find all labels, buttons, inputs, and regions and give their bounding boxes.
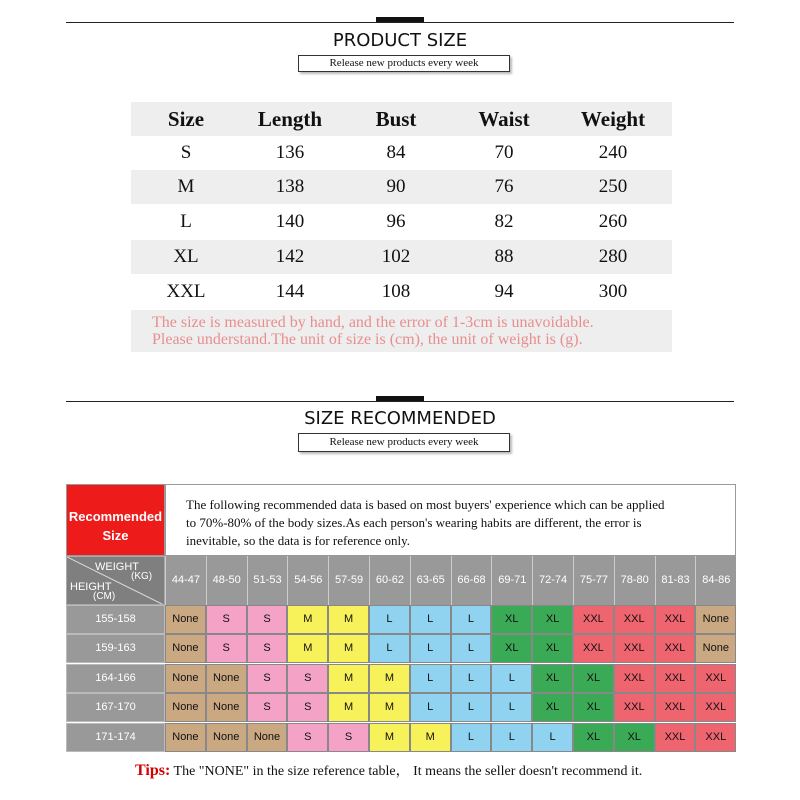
size-cell: XXL: [573, 634, 614, 663]
size-cell: L: [491, 723, 532, 752]
size-cell: XL: [532, 634, 573, 663]
table-cell: S: [180, 142, 192, 163]
weight-column-header: 54-56: [287, 556, 328, 605]
size-cell: XXL: [695, 693, 736, 722]
note-line-1: The size is measured by hand, and the error of 1-3cm is unavoidable.: [152, 314, 594, 331]
table-cell: L: [180, 211, 192, 232]
tips-text: The "NONE" in the size reference table， It means the seller doesn't recommend it.: [170, 764, 643, 779]
badge-line-2: Size: [102, 528, 129, 543]
height-row-header: 159-163: [66, 634, 165, 663]
size-cell: None: [206, 664, 247, 693]
size-cell: S: [287, 664, 328, 693]
desc-line-1: The following recommended data is based on most buyers' experience which can be applied: [186, 497, 665, 512]
size-cell: None: [165, 723, 206, 752]
column-header: Weight: [580, 107, 646, 131]
weight-unit: (KG): [131, 571, 153, 582]
size-cell: XL: [532, 693, 573, 722]
table-cell: 136: [275, 142, 305, 163]
weight-column-header: 57-59: [328, 556, 369, 605]
size-cell: M: [410, 723, 451, 752]
table-cell: 300: [598, 281, 628, 302]
size-cell: XXL: [614, 605, 655, 634]
size-cell: XL: [532, 605, 573, 634]
size-cell: XXL: [695, 723, 736, 752]
table-cell: 82: [494, 211, 514, 232]
tips-note: [135, 760, 642, 780]
size-cell: None: [165, 664, 206, 693]
size-cell: M: [287, 605, 328, 634]
size-recommended-subtitle: Release new products every week: [298, 433, 510, 452]
desc-line-3: inevitable, so the data is for reference only.: [186, 533, 411, 548]
column-header: Length: [257, 107, 323, 131]
weight-column-header: 75-77: [573, 556, 614, 605]
size-cell: XXL: [695, 664, 736, 693]
table-cell: 94: [494, 281, 514, 302]
size-cell: None: [206, 693, 247, 722]
height-unit: (CM): [93, 591, 116, 602]
size-cell: L: [410, 605, 451, 634]
table-cell: 76: [494, 176, 514, 197]
size-cell: S: [247, 605, 288, 634]
size-cell: M: [328, 693, 369, 722]
size-cell: L: [369, 634, 410, 663]
table-cell: XL: [173, 246, 199, 267]
size-cell: XXL: [573, 605, 614, 634]
size-cell: XXL: [655, 664, 696, 693]
size-cell: None: [165, 605, 206, 634]
size-cell: S: [287, 723, 328, 752]
middle-divider: [66, 401, 734, 402]
weight-column-header: 51-53: [247, 556, 288, 605]
table-cell: XXL: [166, 281, 206, 302]
size-cell: XL: [573, 664, 614, 693]
table-cell: 144: [275, 281, 305, 302]
size-cell: XXL: [614, 693, 655, 722]
size-cell: L: [410, 634, 451, 663]
size-cell: S: [247, 664, 288, 693]
product-size-subtitle: Release new products every week: [298, 55, 510, 72]
size-cell: XXL: [655, 723, 696, 752]
table-cell: 138: [275, 176, 305, 197]
size-cell: None: [695, 634, 736, 663]
height-row-header: 171-174: [66, 723, 165, 752]
size-recommendation-table: [66, 484, 736, 752]
weight-label: WEIGHT: [95, 561, 139, 573]
size-cell: L: [369, 605, 410, 634]
size-cell: XL: [491, 605, 532, 634]
weight-column-header: 84-86: [695, 556, 736, 605]
table-cell: M: [177, 176, 195, 197]
size-cell: XL: [532, 664, 573, 693]
size-cell: M: [369, 693, 410, 722]
size-cell: None: [247, 723, 288, 752]
size-cell: XL: [573, 723, 614, 752]
size-cell: None: [165, 634, 206, 663]
size-cell: S: [247, 634, 288, 663]
table-cell: 90: [386, 176, 406, 197]
size-cell: XL: [491, 634, 532, 663]
desc-line-2: to 70%-80% of the body sizes.As each person's wearing habits are different, the error is: [186, 515, 642, 530]
size-cell: L: [410, 664, 451, 693]
column-header: Bust: [375, 107, 417, 131]
table-cell: 142: [275, 246, 305, 267]
size-recommended-title: SIZE RECOMMENDED: [304, 408, 496, 429]
height-row-header: 155-158: [66, 605, 165, 634]
height-label: HEIGHT: [70, 581, 112, 593]
size-cell: S: [287, 693, 328, 722]
weight-height-corner: [66, 556, 165, 605]
weight-column-header: 69-71: [491, 556, 532, 605]
size-cell: None: [206, 723, 247, 752]
size-cell: M: [328, 664, 369, 693]
table-cell: 250: [598, 176, 628, 197]
size-cell: L: [532, 723, 573, 752]
size-cell: XL: [573, 693, 614, 722]
size-cell: L: [491, 693, 532, 722]
table-row: [131, 240, 672, 274]
table-cell: 102: [381, 246, 411, 267]
product-size-title: PRODUCT SIZE: [332, 30, 468, 51]
size-cell: M: [287, 634, 328, 663]
size-cell: XXL: [655, 634, 696, 663]
height-row-header: 164-166: [66, 664, 165, 693]
size-cell: L: [491, 664, 532, 693]
note-line-2: Please understand.The unit of size is (cm), the unit of weight is (g).: [152, 331, 583, 348]
table-row: [131, 170, 672, 204]
weight-column-header: 44-47: [165, 556, 206, 605]
size-cell: M: [328, 605, 369, 634]
size-cell: None: [165, 693, 206, 722]
weight-column-header: 66-68: [451, 556, 492, 605]
table-cell: 108: [381, 281, 411, 302]
measurement-note: [131, 310, 672, 352]
table-cell: 260: [598, 211, 628, 232]
size-cell: None: [695, 605, 736, 634]
size-cell: M: [328, 634, 369, 663]
table-cell: 96: [386, 211, 406, 232]
tips-label: Tips:: [135, 762, 171, 779]
size-cell: S: [206, 634, 247, 663]
table-cell: 280: [598, 246, 628, 267]
table-cell: 70: [494, 142, 514, 163]
height-row-header: 167-170: [66, 693, 165, 722]
table-cell: 240: [598, 142, 628, 163]
size-cell: S: [328, 723, 369, 752]
weight-column-header: 60-62: [369, 556, 410, 605]
table-row: [131, 275, 672, 309]
column-header: Size: [167, 107, 205, 131]
weight-column-header: 81-83: [655, 556, 696, 605]
size-cell: XXL: [614, 634, 655, 663]
weight-column-header: 48-50: [206, 556, 247, 605]
size-cell: XXL: [655, 693, 696, 722]
table-row: [131, 205, 672, 239]
size-table-header: [131, 102, 672, 136]
size-cell: L: [451, 723, 492, 752]
weight-column-header: 78-80: [614, 556, 655, 605]
table-cell: 140: [275, 211, 305, 232]
size-cell: L: [451, 693, 492, 722]
weight-column-header: 72-74: [532, 556, 573, 605]
column-header: Waist: [478, 107, 530, 131]
size-cell: L: [410, 693, 451, 722]
top-divider: [66, 22, 734, 23]
recommendation-description: [165, 484, 736, 556]
size-cell: S: [247, 693, 288, 722]
size-cell: S: [206, 605, 247, 634]
size-cell: XL: [614, 723, 655, 752]
weight-column-header: 63-65: [410, 556, 451, 605]
table-cell: 88: [494, 246, 514, 267]
table-cell: 84: [386, 142, 406, 163]
size-cell: XXL: [655, 605, 696, 634]
top-divider-notch: [376, 17, 424, 22]
size-cell: M: [369, 723, 410, 752]
table-row: [131, 136, 672, 170]
recommended-size-badge: [66, 484, 165, 556]
size-cell: XXL: [614, 664, 655, 693]
middle-divider-notch: [376, 396, 424, 401]
size-cell: M: [369, 664, 410, 693]
badge-line-1: Recommended: [68, 509, 163, 524]
size-cell: L: [451, 605, 492, 634]
size-cell: L: [451, 634, 492, 663]
size-cell: L: [451, 664, 492, 693]
